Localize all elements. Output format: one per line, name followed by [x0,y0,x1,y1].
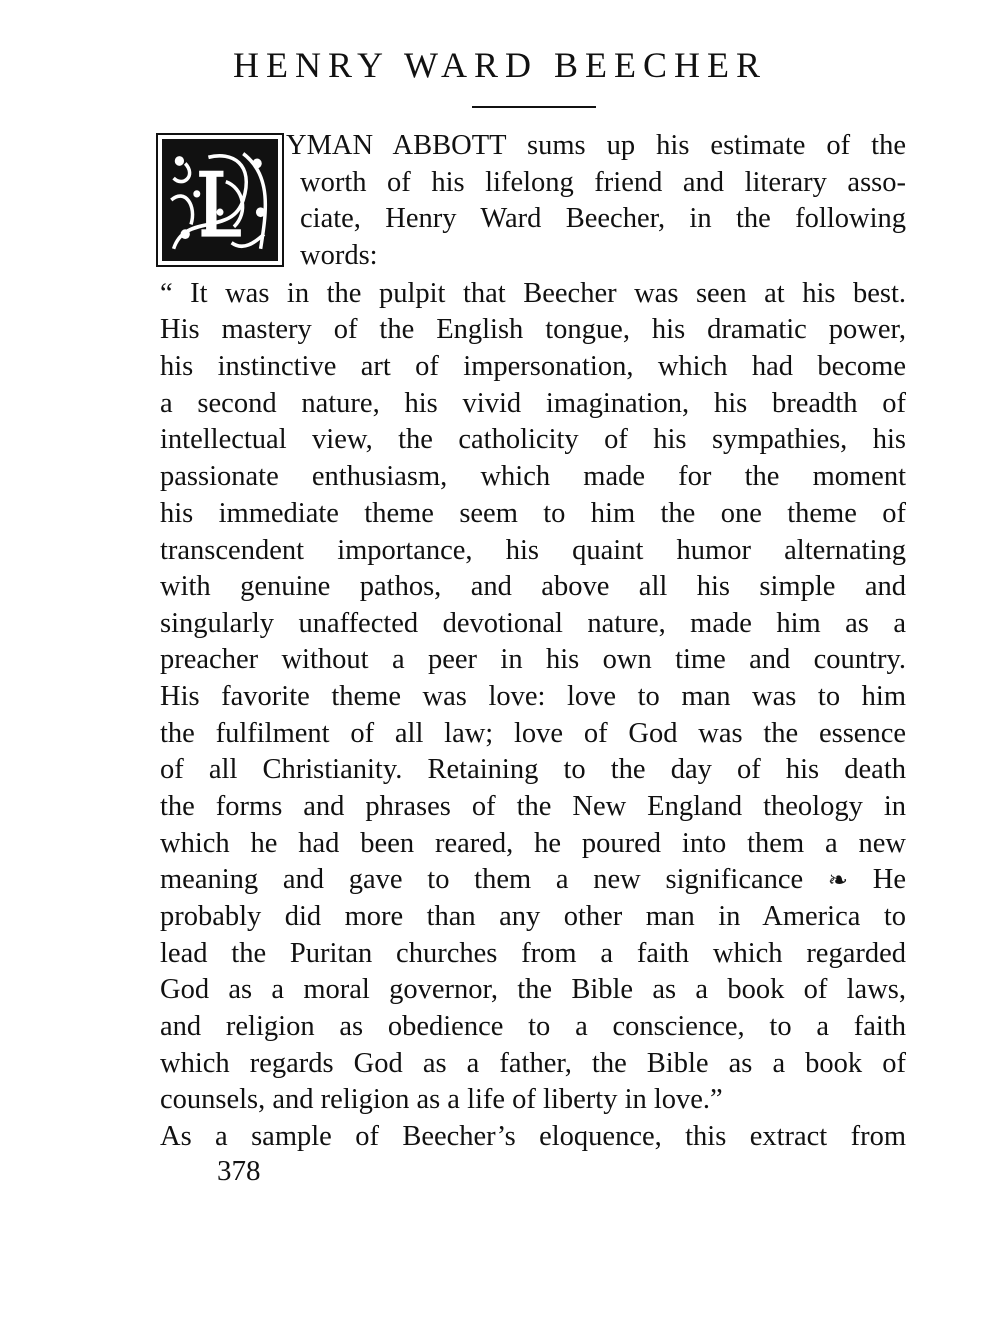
text-line: ciate, Henry Ward Beecher, in the following [300,203,906,234]
drop-cap-l-icon [162,139,278,261]
running-head-title: HENRY WARD BEECHER [232,45,768,85]
text-line: His favorite theme was love: love to man was to him [160,681,906,712]
vine-ornament-icon [162,139,278,261]
text-line: preacher without a peer in his own time and country. [160,644,906,675]
drop-cap-ornament [156,133,284,267]
text-segment: meaning and gave to them a new significance [160,864,804,895]
text-line: which he had been reared, he poured into them a new [160,828,906,859]
text-line: lead the Puritan churches from a faith which regarded [160,938,906,969]
page-number: 378 [217,1155,261,1187]
text-line: a second nature, his vivid imagination, his breadth of [160,388,906,419]
text-line: God as a moral governor, the Bible as a book of laws, [160,974,906,1005]
text-line: passionate enthusiasm, which made for the moment [160,461,906,492]
text-line-with-ornament [160,862,906,899]
text-line: probably did more than any other man in America to [160,901,906,932]
text-line: words: [300,240,378,271]
text-segment: He [872,864,906,895]
text-line: of all Christianity. Retaining to the day of his death [160,754,906,785]
text-line: his immediate theme seem to him the one theme of [160,498,906,529]
text-line: counsels, and religion as a life of liberty in love.” [160,1084,723,1115]
text-line: As a sample of Beecher’s eloquence, this extract from [160,1121,906,1152]
text-line: YMAN ABBOTT sums up his estimate of the [286,130,906,161]
text-line: singularly unaffected devotional nature, made him as a [160,608,906,639]
text-line: the fulfilment of all law; love of God was the essence [160,718,906,749]
text-line: “ It was in the pulpit that Beecher was seen at his best. [160,278,906,309]
text-line: his instinctive art of impersonation, which had become [160,351,906,382]
text-line: and religion as obedience to a conscience, to a faith [160,1011,906,1042]
text-line: with genuine pathos, and above all his simple and [160,571,906,602]
text-line: the forms and phrases of the New England theology in [160,791,906,822]
text-line: intellectual view, the catholicity of his sympathies, his [160,424,906,455]
text-line: transcendent importance, his quaint humor alternating [160,535,906,566]
header-rule [472,106,596,108]
text-line: His mastery of the English tongue, his dramatic power, [160,314,906,345]
fleuron-icon: ❧ [827,868,849,894]
text-line: worth of his lifelong friend and literary asso- [300,167,906,198]
text-line: which regards God as a father, the Bible as a book of [160,1048,906,1079]
